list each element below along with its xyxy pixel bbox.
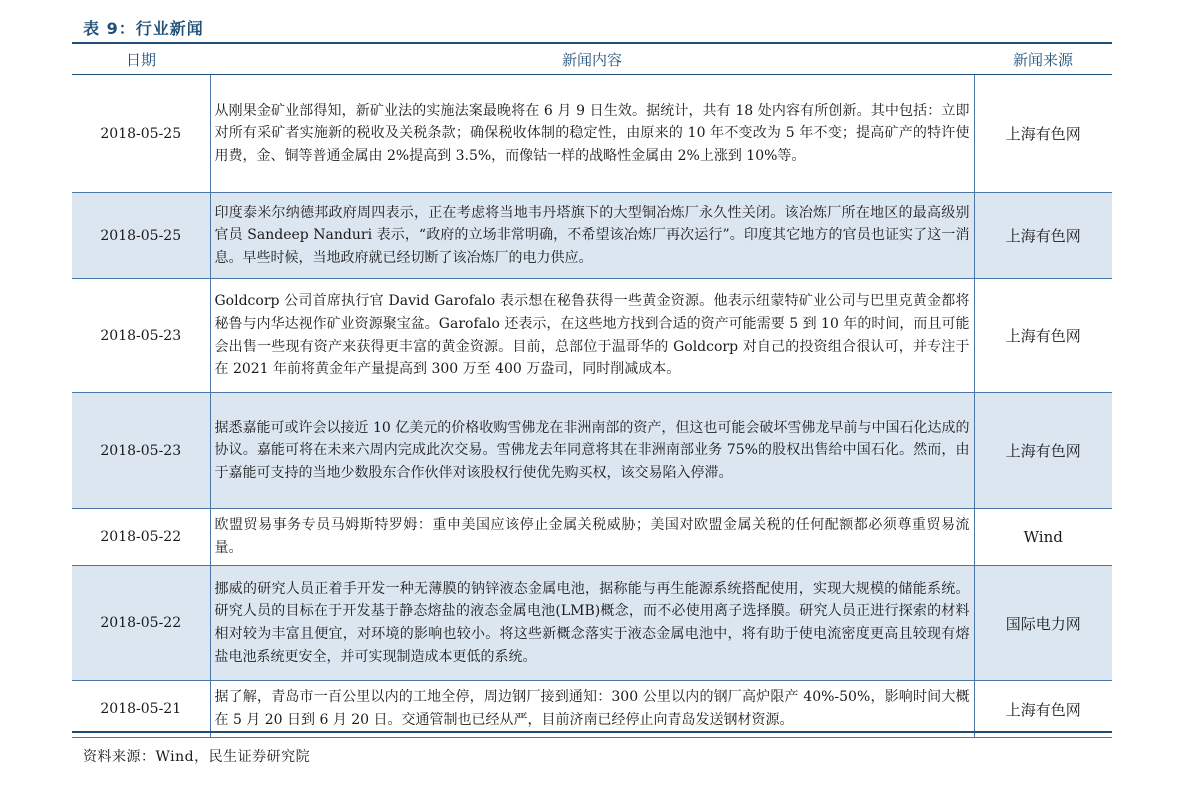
table-row [72, 681, 1112, 738]
table-row [72, 193, 1112, 279]
row-content: 欧盟贸易事务专员马姆斯特罗姆：重申美国应该停止金属关税威胁；美国对欧盟金属关税的任何配额都必须尊重贸易流量。 [210, 509, 974, 566]
row-date: 2018-05-22 [72, 509, 210, 566]
header-date: 日期 [72, 44, 210, 75]
row-source: 上海有色网 [974, 279, 1112, 393]
row-source: 上海有色网 [974, 193, 1112, 279]
bottom-rule [72, 731, 1112, 733]
row-source: 上海有色网 [974, 681, 1112, 738]
row-content: Goldcorp 公司首席执行官 David Garofalo 表示想在秘鲁获得一些黄金资源。他表示纽蒙特矿业公司与巴里克黄金都将秘鲁与内华达视作矿业资源聚宝盆。Garofalo 还表示，在这些地方找到合适的资产可能需要 5 到 10 年的时间，而且可能会出售一些现有资产来获得更丰富的黄金资源。目前，总部位于温哥华的 Goldcorp 对自己的投资组合很认可，并专注于在 2021 年前将黄金年产量提高到 300 万至 400 万盎司，同时削减成本。 [210, 279, 974, 393]
row-content: 据悉嘉能可或许会以接近 10 亿美元的价格收购雪佛龙在非洲南部的资产，但这也可能会破坏雪佛龙早前与中国石化达成的协议。嘉能可将在未来六周内完成此次交易。雪佛龙去年同意将其在非洲南部业务 75%的股权出售给中国石化。然而，由于嘉能可支持的当地少数股东合作伙伴对该股权行使优先购买权，该交易陷入停滞。 [210, 393, 974, 509]
row-content: 据了解，青岛市一百公里以内的工地全停，周边钢厂接到通知：300 公里以内的钢厂高炉限产 40%-50%，影响时间大概在 5 月 20 日到 6 月 20 日。交通管制也已经从严，目前济南已经停止向青岛发送钢材资源。 [210, 681, 974, 738]
table-row [72, 279, 1112, 393]
news-table [72, 44, 1112, 738]
row-date: 2018-05-21 [72, 681, 210, 738]
row-date: 2018-05-25 [72, 193, 210, 279]
table-row [72, 509, 1112, 566]
row-content: 从刚果金矿业部得知，新矿业法的实施法案最晚将在 6 月 9 日生效。据统计，共有 18 处内容有所创新。其中包括：立即对所有采矿者实施新的税收及关税条款；确保税收体制的稳定性，由原来的 10 年不变改为 5 年不变；提高矿产的特许使用费，金、铜等普通金属由 2%提高到 3.5%，而像钴一样的战略性金属由 2%上涨到 10%等。 [210, 75, 974, 193]
table-row [72, 393, 1112, 509]
row-source: 上海有色网 [974, 75, 1112, 193]
row-date: 2018-05-25 [72, 75, 210, 193]
row-date: 2018-05-23 [72, 279, 210, 393]
row-source: 国际电力网 [974, 566, 1112, 681]
table-row [72, 75, 1112, 193]
row-content: 印度泰米尔纳德邦政府周四表示，正在考虑将当地韦丹塔旗下的大型铜冶炼厂永久性关闭。该冶炼厂所在地区的最高级别官员 Sandeep Nanduri 表示，“政府的立场非常明确，不希望该冶炼厂再次运行”。印度其它地方的官员也证实了这一消息。早些时候，当地政府就已经切断了该冶炼厂的电力供应。 [210, 193, 974, 279]
row-date: 2018-05-22 [72, 566, 210, 681]
row-content: 挪威的研究人员正着手开发一种无薄膜的钠锌液态金属电池，据称能与再生能源系统搭配使用，实现大规模的储能系统。研究人员的目标在于开发基于静态熔盐的液态金属电池(LMB)概念，而不必使用离子选择膜。研究人员正进行探索的材料相对较为丰富且便宜，对环境的影响也较小。将这些新概念落实于液态金属电池中，将有助于使电流密度更高且较现有熔盐电池系统更安全，并可实现制造成本更低的系统。 [210, 566, 974, 681]
row-source: 上海有色网 [974, 393, 1112, 509]
header-row [72, 44, 1112, 75]
row-source: Wind [974, 509, 1112, 566]
table-row [72, 566, 1112, 681]
row-date: 2018-05-23 [72, 393, 210, 509]
header-source: 新闻来源 [974, 44, 1112, 75]
source-note: 资料来源：Wind，民生证券研究院 [83, 749, 311, 765]
header-content: 新闻内容 [210, 44, 974, 75]
table-title: 表 9：行业新闻 [83, 19, 204, 38]
